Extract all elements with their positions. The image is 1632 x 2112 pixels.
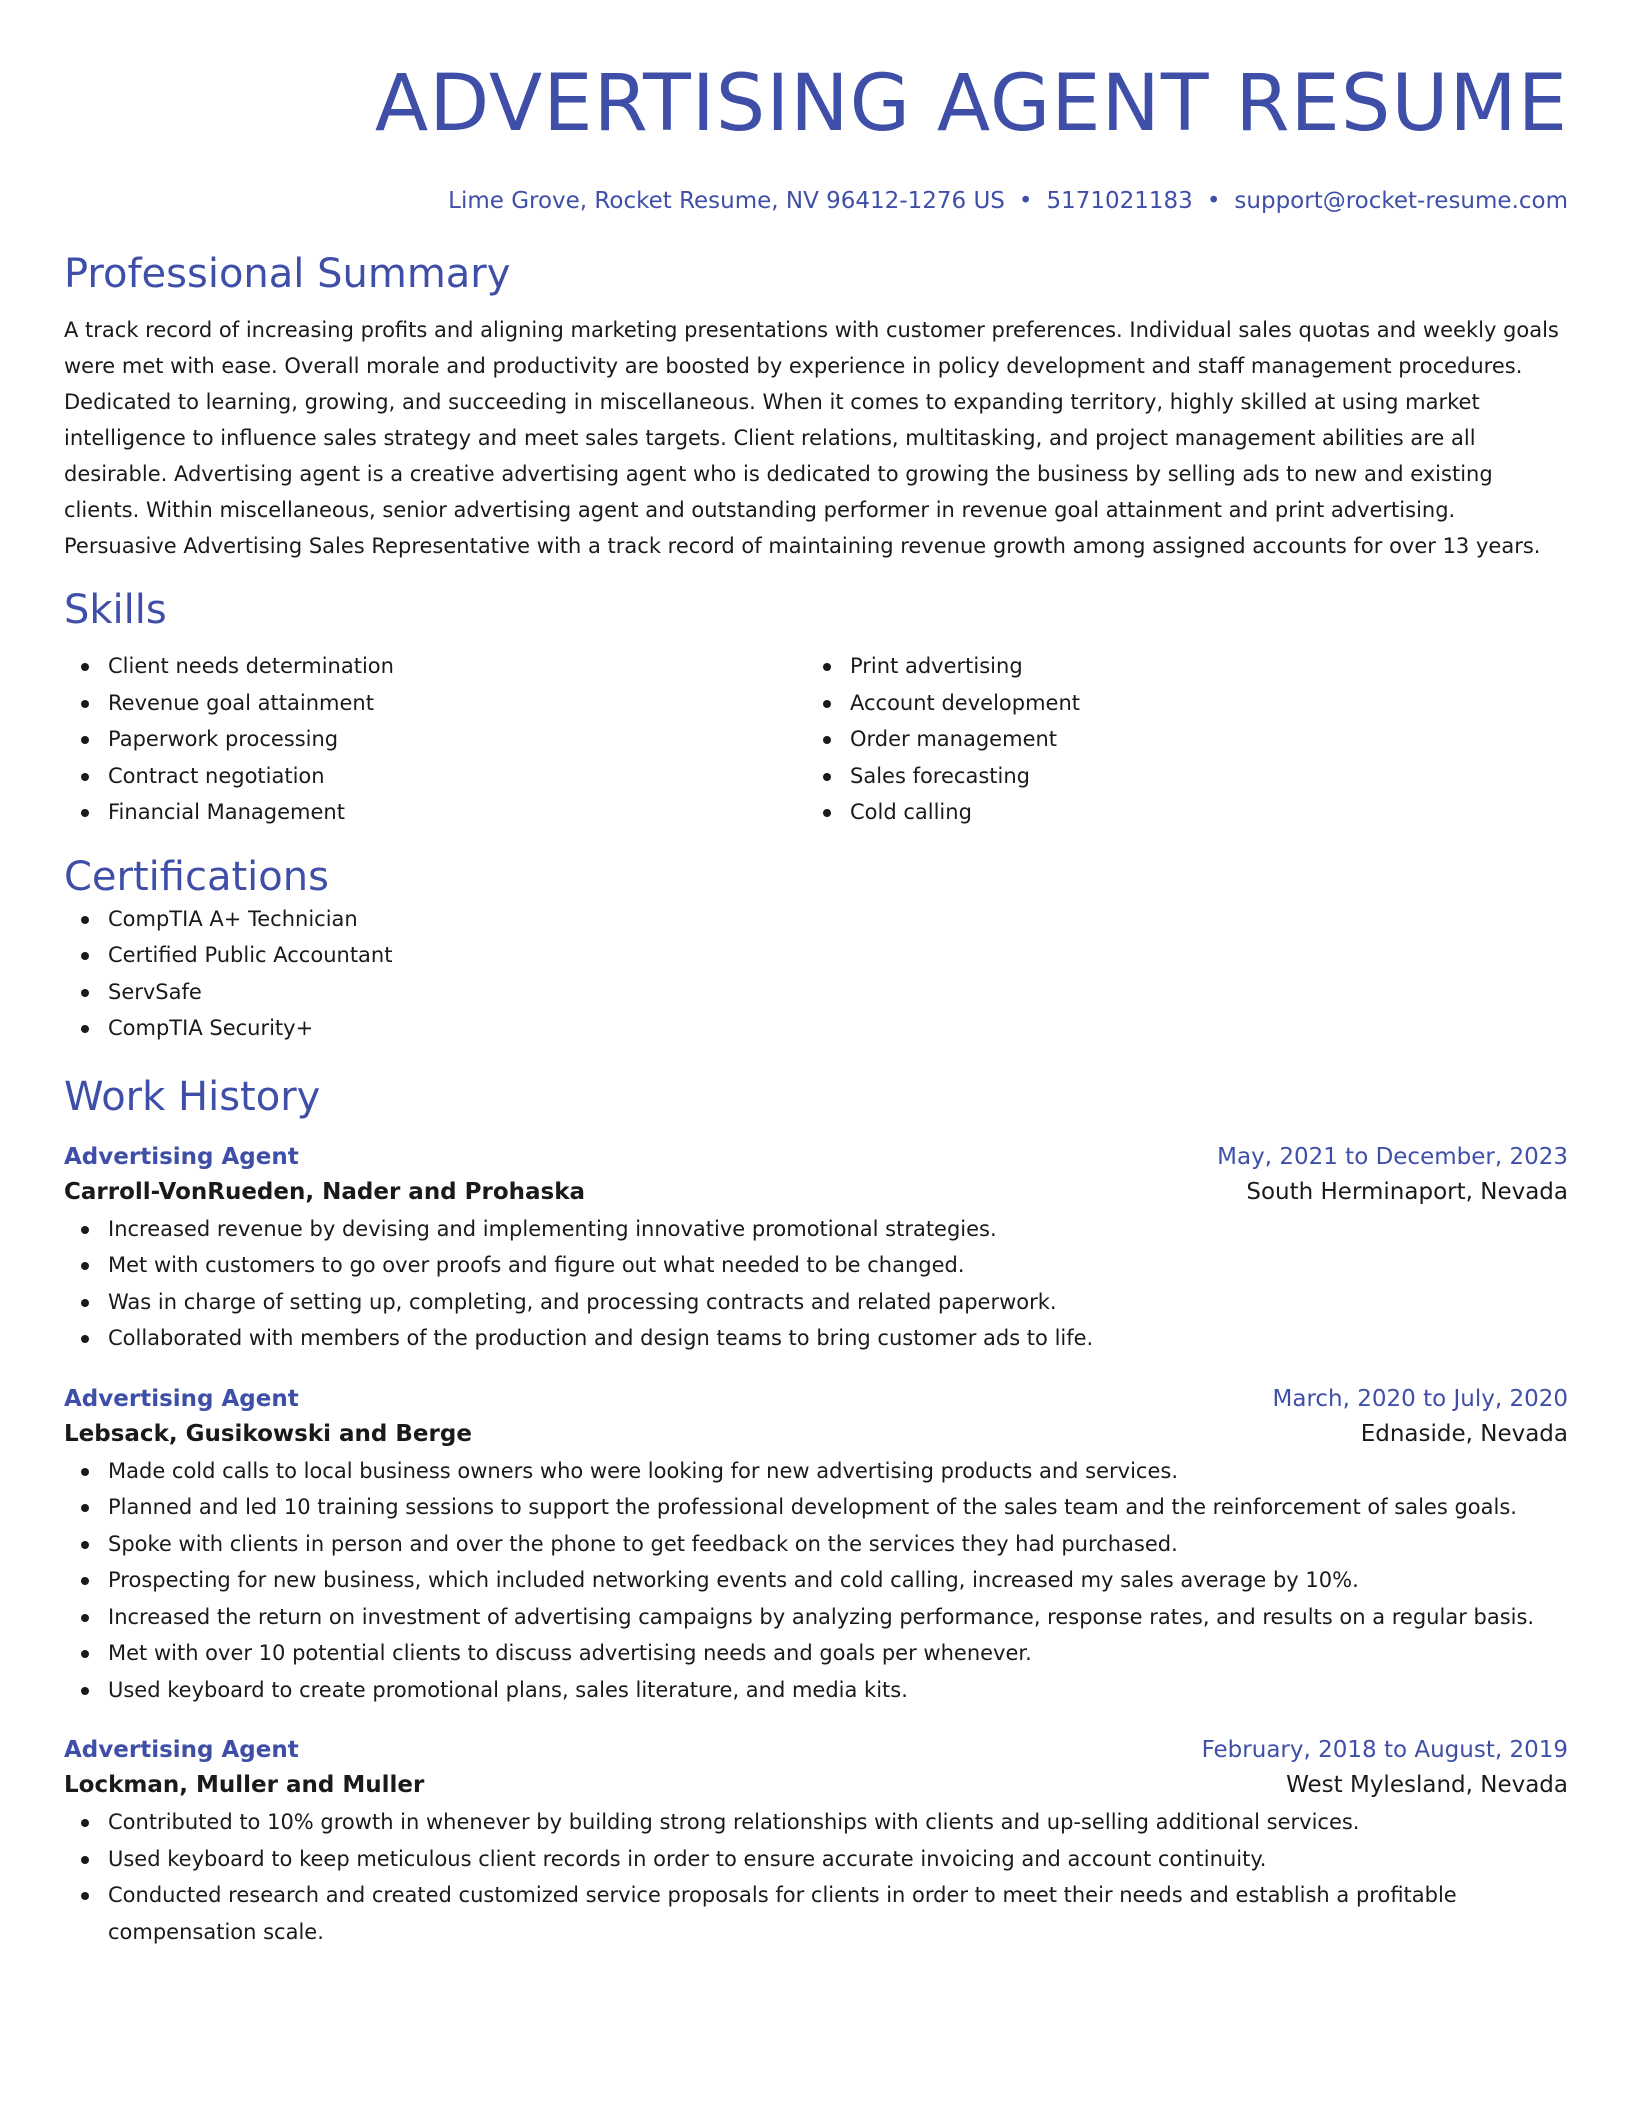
job-entry	[64, 1141, 1568, 1357]
certification-item: CompTIA A+ Technician	[64, 901, 1568, 938]
certifications-list	[64, 901, 1568, 1047]
job-dates: February, 2018 to August, 2019	[1201, 1737, 1568, 1763]
job-company-row	[64, 1766, 1568, 1804]
contact-email: support@rocket-resume.com	[1234, 188, 1568, 214]
job-bullet: Was in charge of setting up, completing, and processing contracts and related paperwork.	[64, 1284, 1568, 1321]
job-bullet: Met with over 10 potential clients to discuss advertising needs and goals per whenever.	[64, 1635, 1568, 1672]
job-bullet: Used keyboard to keep meticulous client records in order to ensure accurate invoicing and account continuity.	[64, 1841, 1568, 1878]
job-bullet: Spoke with clients in person and over the phone to get feedback on the services they had purchased.	[64, 1526, 1568, 1563]
job-bullet: Increased the return on investment of advertising campaigns by analyzing performance, response rates, and results on a regular basis.	[64, 1599, 1568, 1636]
job-location: South Herminaport, Nevada	[1246, 1178, 1568, 1205]
job-company-row	[64, 1415, 1568, 1453]
skills-list-left	[64, 648, 806, 831]
job-company: Lebsack, Gusikowski and Berge	[64, 1420, 472, 1447]
contact-phone: 5171021183	[1046, 188, 1193, 214]
job-bullet-list	[64, 1211, 1568, 1357]
job-entry	[64, 1383, 1568, 1709]
skill-item: Sales forecasting	[806, 758, 1568, 795]
resume-header	[64, 58, 1568, 216]
contact-separator: •	[1206, 188, 1221, 214]
job-bullet: Used keyboard to create promotional plans, sales literature, and media kits.	[64, 1672, 1568, 1709]
skill-item: Cold calling	[806, 794, 1568, 831]
skill-item: Revenue goal attainment	[64, 685, 806, 722]
job-header-row	[64, 1734, 1568, 1766]
certification-item: ServSafe	[64, 974, 1568, 1011]
job-company: Lockman, Muller and Muller	[64, 1772, 425, 1798]
contact-line	[64, 186, 1568, 216]
skill-item: Contract negotiation	[64, 758, 806, 795]
certification-item: Certified Public Accountant	[64, 937, 1568, 974]
skills-list-right	[806, 648, 1568, 831]
job-bullet: Contributed to 10% growth in whenever by building strong relationships with clients and up-selling additional services.	[64, 1804, 1568, 1841]
summary-heading: Professional Summary	[64, 251, 511, 297]
job-company-row	[64, 1173, 1568, 1211]
certification-item: CompTIA Security+	[64, 1010, 1568, 1047]
skills-grid	[64, 648, 1568, 831]
job-bullet: Prospecting for new business, which included networking events and cold calling, increased my sales average by 10%.	[64, 1562, 1568, 1599]
work-history-heading: Work History	[64, 1073, 321, 1120]
summary-text: A track record of increasing profits and aligning marketing presentations with customer preferences. Individual sales quotas and weekly goals were met with ease. Overall morale and productivity are boosted by experience in policy development and staff management procedures. Dedicated to learning, growing, and succeeding in miscellaneous. When it comes to expanding territory, highly skilled at using market intelligence to influence sales strategy and meet sales targets. Client relations, multitasking, and project management abilities are all desirable. Advertising agent is a creative advertising agent who is dedicated to growing the business by selling ads to new and existing clients. Within miscellaneous, senior advertising agent and outstanding performer in revenue goal attainment and print advertising. Persuasive Advertising Sales Representative with a track record of maintaining revenue growth among assigned accounts for over 13 years.	[64, 318, 1559, 558]
skill-item: Paperwork processing	[64, 721, 806, 758]
job-location: West Mylesland, Nevada	[1286, 1772, 1568, 1798]
job-bullet-list	[64, 1804, 1568, 1950]
contact-separator: •	[1018, 188, 1033, 214]
job-location: Ednaside, Nevada	[1360, 1420, 1568, 1447]
job-header-row	[64, 1383, 1568, 1415]
skill-item: Account development	[806, 685, 1568, 722]
job-dates: March, 2020 to July, 2020	[1272, 1385, 1568, 1412]
skill-item: Print advertising	[806, 648, 1568, 685]
job-bullet: Collaborated with members of the production and design teams to bring customer ads to life.	[64, 1320, 1568, 1357]
skill-item: Order management	[806, 721, 1568, 758]
job-bullet: Conducted research and created customized service proposals for clients in order to meet their needs and establish a profitable compensation scale.	[64, 1877, 1568, 1950]
job-bullet: Planned and led 10 training sessions to support the professional development of the sales team and the reinforcement of sales goals.	[64, 1489, 1568, 1526]
job-company: Carroll-VonRueden, Nader and Prohaska	[64, 1178, 586, 1205]
skills-heading: Skills	[64, 587, 167, 633]
job-header-row	[64, 1141, 1568, 1173]
contact-address: Lime Grove, Rocket Resume, NV 96412-1276 US	[448, 188, 1005, 214]
job-bullet: Increased revenue by devising and implementing innovative promotional strategies.	[64, 1211, 1568, 1248]
job-title: Advertising Agent	[64, 1737, 299, 1763]
job-title: Advertising Agent	[64, 1385, 299, 1412]
job-title: Advertising Agent	[64, 1143, 299, 1170]
job-bullet: Made cold calls to local business owners who were looking for new advertising products and services.	[64, 1453, 1568, 1490]
job-dates: May, 2021 to December, 2023	[1217, 1143, 1568, 1170]
skill-item: Client needs determination	[64, 648, 806, 685]
job-entry	[64, 1734, 1568, 1950]
job-bullet: Met with customers to go over proofs and figure out what needed to be changed.	[64, 1247, 1568, 1284]
certifications-heading: Certifications	[64, 853, 329, 900]
resume-title: ADVERTISING AGENT RESUME	[374, 59, 1568, 149]
job-bullet-list	[64, 1453, 1568, 1709]
skill-item: Financial Management	[64, 794, 806, 831]
